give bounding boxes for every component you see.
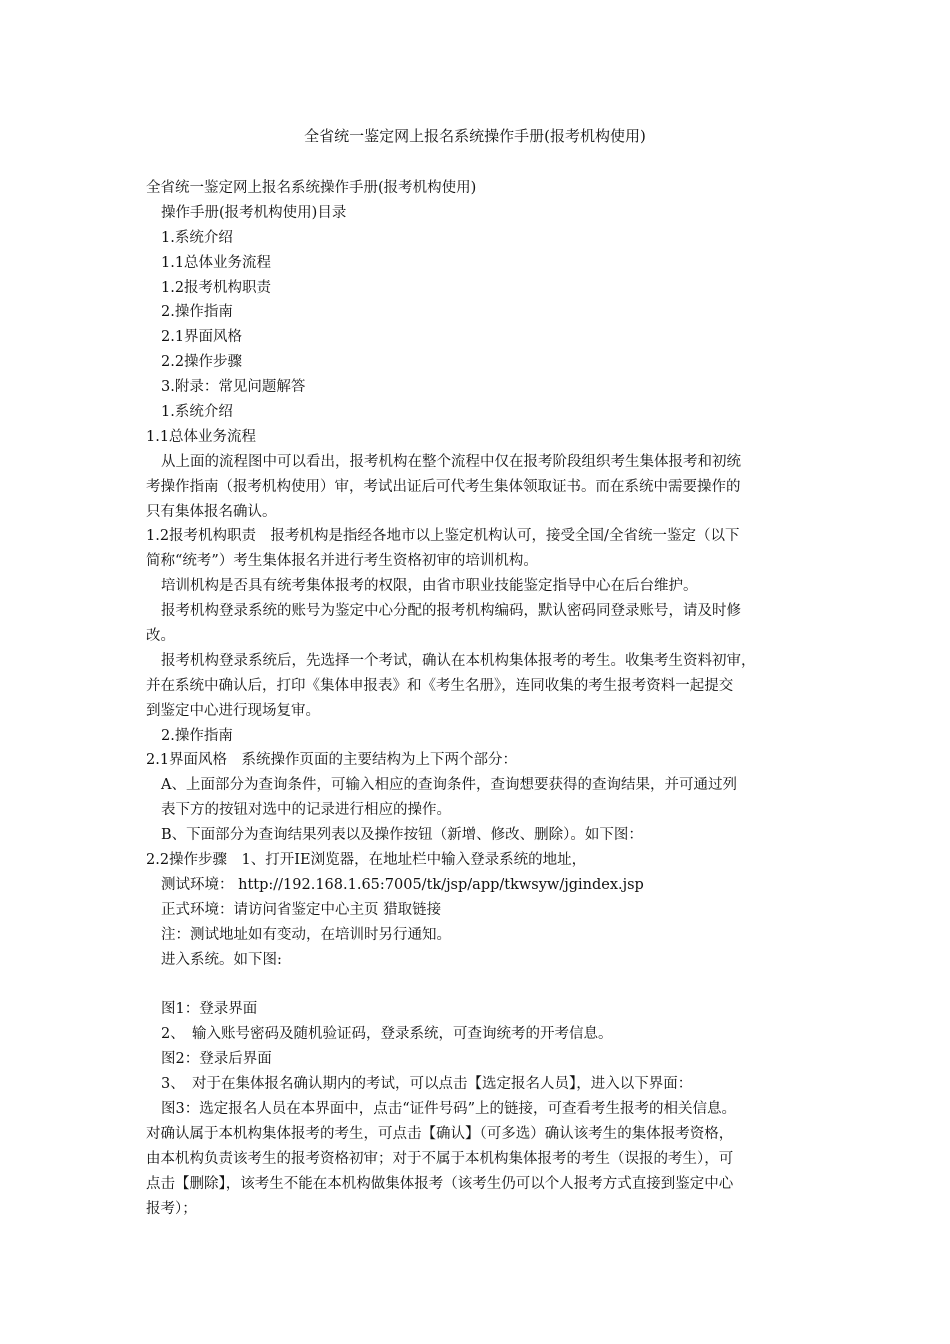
paragraph-line: 1.2报考机构职责 报考机构是指经各地市以上鉴定机构认可，接受全国/全省统一鉴定（以下 [146, 528, 740, 545]
toc-item: 1.1总体业务流程 [161, 254, 272, 271]
toc-item: 3.附录：常见问题解答 [161, 379, 306, 396]
paragraph-line: 进入系统。如下图: [161, 951, 282, 968]
paragraph-line: 报考）； [146, 1200, 197, 1217]
figure-caption: 图2：登录后界面 [161, 1051, 272, 1068]
toc-item: 2.操作指南 [161, 304, 233, 321]
figure-caption: 图1：登录界面 [161, 1001, 258, 1018]
paragraph-line: 并在系统中确认后，打印《集体申报表》和《考生名册》，连同收集的考生报考资料一起提交 [146, 677, 734, 694]
paragraph-line: 报考机构登录系统的账号为鉴定中心分配的报考机构编码，默认密码同登录账号，请及时修 [161, 603, 741, 620]
paragraph-line: 点击【删除】，该考生不能在本机构做集体报考（该考生仍可以个人报考方式直接到鉴定中心 [146, 1175, 734, 1192]
paragraph-line: 由本机构负责该考生的报考资格初审；对于不属于本机构集体报考的考生（误报的考生），可 [146, 1150, 734, 1167]
paragraph-line: 图3：选定报名人员在本界面中，点击“证件号码”上的链接，可查看考生报考的相关信息。 [161, 1100, 737, 1117]
toc-item: 1.2报考机构职责 [161, 279, 272, 296]
paragraph-line: 从上面的流程图中可以看出，报考机构在整个流程中仅在报考阶段组织考生集体报考和初统 [161, 453, 741, 470]
paragraph-line: B、下面部分为查询结果列表以及操作按钮（新增、修改、删除）。如下图： [161, 827, 643, 844]
toc-item: 2.1界面风格 [161, 329, 243, 346]
toc-item: 1.系统介绍 [161, 229, 233, 246]
paragraph-line: 改。 [146, 628, 175, 645]
test-env-url: 测试环境： http://192.168.1.65:7005/tk/jsp/app/tkwsyw/jgindex.jsp [161, 876, 644, 893]
paragraph-line: 2.2操作步骤 1、打开IE浏览器，在地址栏中输入登录系统的地址， [146, 852, 587, 869]
toc-item: 2.2操作步骤 [161, 354, 243, 371]
paragraph-line: 报考机构登录系统后，先选择一个考试，确认在本机构集体报考的考生。收集考生资料初审， [161, 652, 756, 669]
paragraph-line: 考操作指南（报考机构使用）审，考试出证后可代考生集体领取证书。而在系统中需要操作的 [146, 478, 741, 495]
paragraph-line: 2、 输入账号密码及随机验证码，登录系统，可查询统考的开考信息。 [161, 1026, 613, 1043]
paragraph-line: 简称“统考”）考生集体报名并进行考生资格初审的培训机构。 [146, 553, 538, 570]
document-body [146, 176, 826, 1221]
subsection-heading: 1.1总体业务流程 [146, 428, 257, 445]
body-heading: 全省统一鉴定网上报名系统操作手册(报考机构使用) [146, 180, 477, 196]
blank-line [146, 973, 826, 998]
paragraph-line: 注：测试地址如有变动，在培训时另行通知。 [161, 926, 451, 943]
paragraph-line: 培训机构是否具有统考集体报考的权限，由省市职业技能鉴定指导中心在后台维护。 [161, 578, 698, 595]
paragraph-line: 2.1界面风格 系统操作页面的主要结构为上下两个部分： [146, 752, 518, 769]
paragraph-line: 正式环境：请访问省鉴定中心主页 猎取链接 [161, 901, 442, 918]
paragraph-line: 到鉴定中心进行现场复审。 [146, 702, 320, 719]
section-heading: 2.操作指南 [161, 727, 233, 744]
paragraph-line: 对确认属于本机构集体报考的考生，可点击【确认】（可多选）确认该考生的集体报考资格， [146, 1125, 734, 1142]
paragraph-line: 3、 对于在集体报名确认期内的考试，可以点击【选定报名人员】，进入以下界面： [161, 1076, 693, 1093]
paragraph-line: 只有集体报名确认。 [146, 503, 277, 520]
paragraph-line: 表下方的按钮对选中的记录进行相应的操作。 [161, 802, 451, 819]
toc-title: 操作手册(报考机构使用)目录 [161, 204, 347, 221]
document-title: 全省统一鉴定网上报名系统操作手册(报考机构使用) [304, 127, 646, 145]
section-heading: 1.系统介绍 [161, 404, 233, 421]
paragraph-line: A、上面部分为查询条件，可输入相应的查询条件，查询想要获得的查询结果，并可通过列 [161, 777, 737, 794]
